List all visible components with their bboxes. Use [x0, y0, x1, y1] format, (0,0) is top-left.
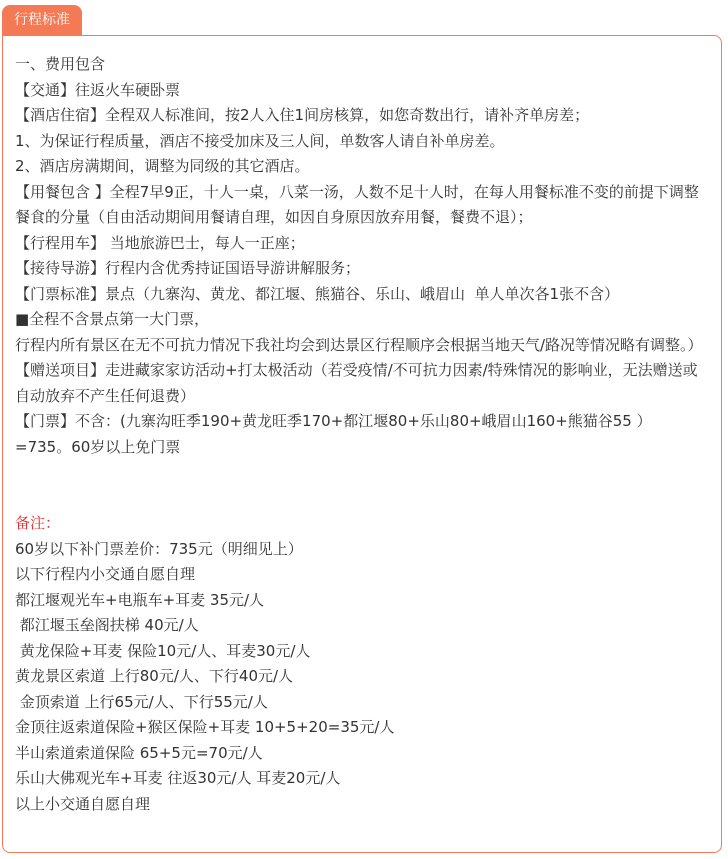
section-heading: 一、费用包含 [15, 55, 106, 73]
remark-line: 黄龙保险+耳麦 保险10元/人、耳麦30元/人 [15, 641, 311, 660]
meal-item: 【用餐包含 】全程7早9正，十人一桌，八菜一汤，人数不足十人时，在每人用餐标准不变的前提下调整餐食的分量（自由活动期间用餐请自理，如因自身原因放弃用餐，餐费不退）； [15, 182, 699, 226]
remark-line: 60岁以下补门票差价：735元（明细见上） [15, 539, 303, 558]
gift-item: 【赠送项目】走进藏家家访活动+打太极活动（若受疫情/不可抗力因素/特殊情况的影响业，无法赠送或自动放弃不产生任何退费） [15, 361, 698, 405]
itinerary-order-note: 行程内所有景区在无不可抗力情况下我社均会到达景区行程顺序会根据当地天气/路况等情况略有调整。） [15, 335, 703, 354]
blank-spacer [15, 460, 711, 511]
ticket-item: 【门票】不含：(九寨沟旺季190+黄龙旺季170+都江堰80+乐山80+峨眉山160+熊猫谷55 ） [15, 412, 652, 430]
remark-line: 以上小交通自愿自理 [15, 794, 151, 813]
guide-item: 【接待导游】行程内含优秀持证国语导游讲解服务； [15, 259, 361, 277]
itinerary-standard-panel [2, 35, 722, 853]
remark-line: 金顶索道 上行65元/人、下行55元/人 [15, 692, 268, 711]
remark-line: 金顶往返索道保险+猴区保险+耳麦 10+5+20=35元/人 [15, 718, 395, 736]
hotel-note-2: 2、酒店房满期间，调整为同级的其它酒店。 [15, 157, 310, 175]
remark-line: 都江堰观光车+电瓶车+耳麦 35元/人 [15, 590, 265, 609]
ticket-total: =735。60岁以上免门票 [15, 437, 181, 456]
hotel-note-1: 1、为保证行程质量，酒店不接受加床及三人间，单数客人请自补单房差。 [15, 131, 505, 150]
itinerary-standard-tab[interactable]: 行程标准 [2, 5, 82, 35]
ticket-standard-item: 【门票标准】景点（九寨沟、黄龙、都江堰、熊猫谷、乐山、峨眉山 单人单次各1张不含） [15, 284, 620, 303]
vehicle-item: 【行程用车】 当地旅游巴士，每人一正座； [15, 233, 305, 252]
remark-line: 黄龙景区索道 上行80元/人、下行40元/人 [15, 667, 294, 685]
remark-title: 备注： [15, 514, 61, 532]
hotel-item: 【酒店住宿】全程双人标准间，按2人入住1间房核算，如您奇数出行，请补齐单房差； [15, 106, 590, 124]
remark-line: 都江堰玉垒阁扶梯 40元/人 [15, 616, 199, 634]
transport-item: 【交通】往返火车硬卧票 [15, 80, 181, 99]
remark-line: 半山索道索道保险 65+5元=70元/人 [15, 743, 263, 762]
remark-line: 乐山大佛观光车+耳麦 往返30元/人 耳麦20元/人 [15, 769, 341, 787]
remark-line: 以下行程内小交通自愿自理 [15, 565, 196, 583]
ticket-exclusion-note: ■全程不含景点第一大门票， [15, 310, 210, 328]
